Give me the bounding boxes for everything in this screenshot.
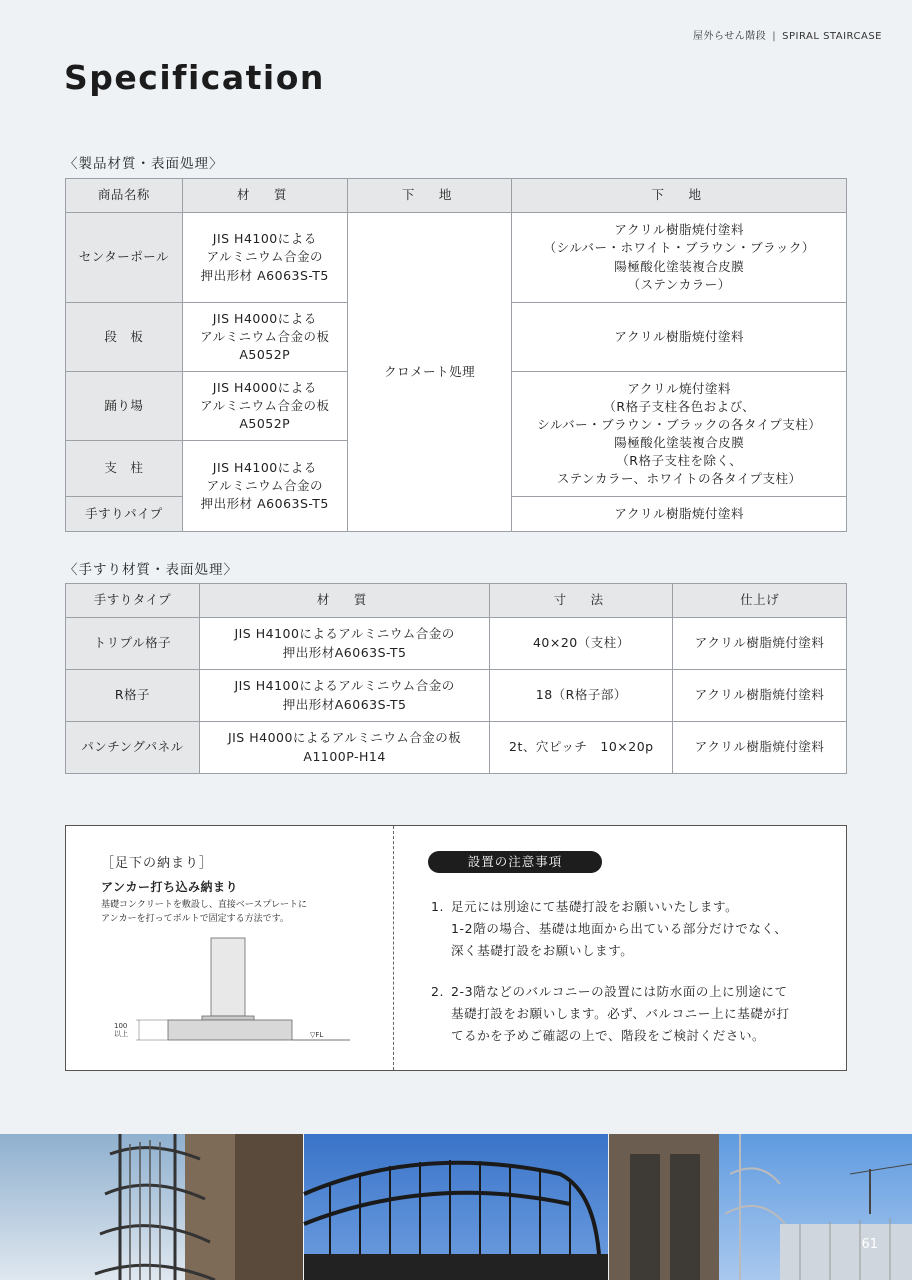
- finish-line: アクリル樹脂焼付塗料: [614, 222, 745, 238]
- footing-description: [101, 898, 371, 927]
- base-plate-shape: [202, 1016, 254, 1020]
- material-cell: [182, 303, 347, 372]
- finish-line: （ステンカラー）: [627, 276, 731, 292]
- handrail-type: パンチングパネル: [66, 722, 200, 774]
- finish-line: 陽極酸化塗装複合皮膜: [614, 258, 745, 274]
- product-name: 手すりパイプ: [66, 497, 183, 532]
- column-header: 材 質: [182, 179, 347, 213]
- photo-spiral-stair-1: [0, 1134, 303, 1280]
- concrete-footing-shape: [168, 1020, 292, 1040]
- finish-cell: アクリル樹脂焼付塗料: [673, 618, 847, 670]
- caution-item: [431, 896, 831, 962]
- base-treatment-cell: クロメート処理: [347, 213, 512, 532]
- caution-line: 基礎打設をお願いします。必ず、バルコニー上に基礎が打: [451, 1006, 790, 1021]
- material-line: アルミニウム合金の: [206, 249, 323, 265]
- material-line: JIS H4000による: [212, 310, 317, 326]
- header-category: [693, 27, 882, 42]
- photo-spiral-stair-2: [304, 1134, 608, 1280]
- caution-line: 1-2階の場合、基礎は地面から出ている部分だけでなく、: [451, 921, 788, 936]
- table-row: [66, 213, 847, 303]
- page-title: Specification: [64, 58, 325, 97]
- finish-line: ステンカラー、ホワイトの各タイプ支柱）: [556, 471, 802, 487]
- caution-line: 2-3階などのバルコニーの設置には防水面の上に別途にて: [451, 984, 788, 999]
- material-line: JIS H4100によるアルミニウム合金の: [234, 678, 455, 694]
- table-row: [66, 722, 847, 774]
- material-line: 押出形材A6063S-T5: [282, 696, 407, 712]
- handrail-type: R格子: [66, 670, 200, 722]
- footing-desc-line: 基礎コンクリートを敷設し、直接ベースプレートに: [101, 900, 308, 910]
- material-cell: [199, 722, 490, 774]
- finish-cell: アクリル樹脂焼付塗料: [673, 670, 847, 722]
- finish-line: （R格子支柱各色および、: [603, 398, 756, 414]
- caution-number: 1.: [431, 899, 445, 914]
- material-line: A5052P: [239, 347, 291, 363]
- size-cell: 2t、穴ピッチ 10×20p: [490, 722, 673, 774]
- footing-desc-line: アンカーを打ってボルトで固定する方法です。: [101, 914, 289, 925]
- material-line: 押出形材 A6063S-T5: [200, 496, 329, 512]
- column-header: 下 地: [512, 179, 847, 213]
- material-line: 押出形材A6063S-T5: [282, 644, 407, 660]
- caution-number: 2.: [431, 984, 445, 999]
- finish-cell: [512, 213, 847, 303]
- dim-label: 100: [114, 1022, 128, 1030]
- column-header: 寸 法: [490, 584, 673, 618]
- product-name: 支 柱: [66, 441, 183, 497]
- caution-text: [451, 981, 790, 1047]
- material-line: アルミニウム合金の板: [200, 328, 330, 344]
- installation-notes-box: [65, 825, 847, 1071]
- dashed-divider: [393, 826, 394, 1070]
- size-cell: 40×20（支柱）: [490, 618, 673, 670]
- finish-cell: アクリル樹脂焼付塗料: [512, 497, 847, 532]
- finish-cell: アクリル樹脂焼付塗料: [673, 722, 847, 774]
- caution-line: 深く基礎打設をお願いします。: [451, 943, 634, 958]
- finish-line: （R格子支柱を除く、: [616, 453, 743, 469]
- column-header: 仕上げ: [673, 584, 847, 618]
- caution-text: [451, 896, 787, 962]
- caution-item: [431, 981, 831, 1047]
- handrail-material-table: [65, 583, 847, 774]
- photo-spiral-stair-3: [609, 1134, 912, 1280]
- column-header: 材 質: [199, 584, 490, 618]
- table-header-row: [66, 179, 847, 213]
- column-header: 商品名称: [66, 179, 183, 213]
- material-line: A1100P-H14: [303, 748, 386, 764]
- category-separator: |: [772, 31, 777, 42]
- material-cell: [182, 441, 347, 532]
- finish-line: シルバー・ブラウン・ブラックの各タイプ支柱）: [537, 416, 822, 432]
- category-jp: 屋外らせん階段: [693, 31, 767, 42]
- handrail-type: トリプル格子: [66, 618, 200, 670]
- material-line: 押出形材 A6063S-T5: [200, 267, 329, 283]
- table-row: [66, 618, 847, 670]
- material-line: JIS H4000による: [212, 379, 317, 395]
- material-line: アルミニウム合金の板: [200, 397, 330, 413]
- anchor-footing-diagram: [106, 936, 356, 1046]
- finish-cell: [512, 372, 847, 497]
- caution-title: 設置の注意事項: [428, 851, 602, 873]
- material-cell: [199, 618, 490, 670]
- category-en: SPIRAL STAIRCASE: [782, 31, 882, 42]
- finish-line: （シルバー・ホワイト・ブラウン・ブラック）: [543, 240, 815, 256]
- product-name: センターポール: [66, 213, 183, 303]
- finish-cell: アクリル樹脂焼付塗料: [512, 303, 847, 372]
- column-header: 下 地: [347, 179, 512, 213]
- product-name: 段 板: [66, 303, 183, 372]
- page-number: 61: [861, 1237, 878, 1252]
- material-line: アルミニウム合金の: [206, 477, 323, 493]
- product-material-table: [65, 178, 847, 532]
- column-header: 手すりタイプ: [66, 584, 200, 618]
- material-cell: [182, 372, 347, 441]
- table-row: [66, 670, 847, 722]
- material-cell: [199, 670, 490, 722]
- table-header-row: [66, 584, 847, 618]
- size-cell: 18（R格子部）: [490, 670, 673, 722]
- material-cell: [182, 213, 347, 303]
- material-line: A5052P: [239, 416, 291, 432]
- section-title-materials: 〈製品材質・表面処理〉: [64, 156, 224, 172]
- caution-line: 足元には別途にて基礎打設をお願いいたします。: [451, 899, 739, 914]
- footing-subtitle: アンカー打ち込み納まり: [101, 880, 239, 894]
- section-title-handrail: 〈手すり材質・表面処理〉: [64, 562, 238, 578]
- material-line: JIS H4100による: [212, 231, 317, 247]
- caution-line: てるかを予めご確認の上で、階段をご検討ください。: [451, 1028, 766, 1043]
- caution-list: [431, 896, 831, 1066]
- material-line: JIS H4100によるアルミニウム合金の: [234, 626, 455, 642]
- finish-line: 陽極酸化塗装複合皮膜: [614, 435, 745, 450]
- pole-shape: [211, 938, 245, 1016]
- footing-title: ［足下の納まり］: [101, 856, 214, 871]
- dim-label: 以上: [114, 1030, 128, 1038]
- material-line: JIS H4100による: [212, 459, 317, 475]
- finish-line: アクリル焼付塗料: [627, 380, 732, 396]
- staircase-photo-strip: [0, 1134, 912, 1280]
- material-line: JIS H4000によるアルミニウム合金の板: [227, 730, 462, 746]
- product-name: 踊り場: [66, 372, 183, 441]
- fl-label: ▽FL: [310, 1031, 324, 1039]
